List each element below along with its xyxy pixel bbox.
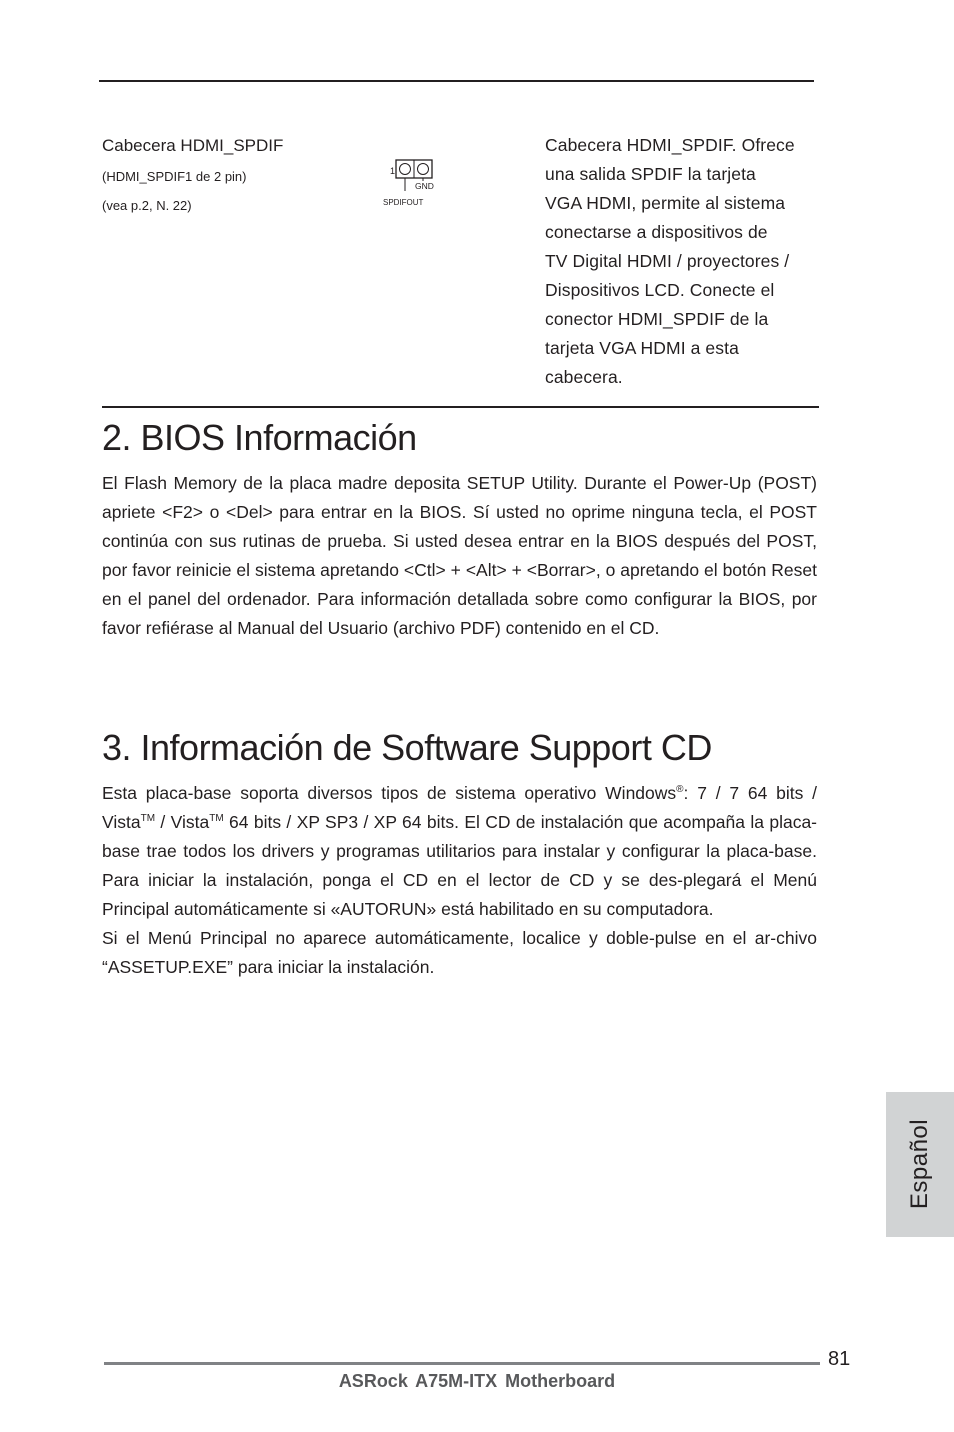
header-label-block	[102, 136, 402, 214]
section-rule	[102, 406, 819, 408]
registered-mark: ®	[676, 784, 684, 795]
section3-text: Esta placa-base soporta diversos tipos de sistema operativo Windows	[102, 783, 677, 803]
pin-1	[400, 164, 411, 175]
description-line: TV Digital HDMI / proyectores /	[545, 251, 790, 271]
description-line: conectarse a dispositivos de	[545, 222, 768, 242]
description-line: una salida SPDIF la tarjeta	[545, 164, 756, 184]
section2-body: El Flash Memory de la placa madre deposita SETUP Utility. Durante el Power-Up (POST) apriete <F2> o <Del> para entrar en la BIOS. Sí usted no oprime ninguna tecla, el POST continúa con sus rutinas de prueba. Si usted desea entrar en la BIOS después del POST, por favor reinicie el sistema apretando <Ctl> + <Alt> + <Borrar>, o apretando el botón Reset en el panel del ordenador. Para información detallada sobre como configurar la BIOS, por favor refiérase al Manual del Usuario (archivo PDF) contenido en el CD.	[102, 473, 817, 638]
spdifout-label: SPDIFOUT	[383, 198, 424, 207]
spdif-header-diagram	[382, 158, 442, 208]
header-page-ref: (vea p.2, N. 22)	[102, 198, 192, 213]
page-number: 81	[828, 1348, 851, 1370]
section3-text: : 7 / 7 64 bits / Vista	[102, 783, 818, 832]
description-line: cabecera.	[545, 367, 623, 387]
header-description	[545, 131, 817, 392]
description-line: conector HDMI_SPDIF de la	[545, 309, 769, 329]
description-line: VGA HDMI, permite al sistema	[545, 193, 786, 213]
pin-2	[418, 164, 429, 175]
language-tab	[886, 1092, 954, 1237]
section2-heading: 2. BIOS Información	[102, 417, 417, 458]
trademark-mark: TM	[209, 813, 224, 824]
header-pin-count: (HDMI_SPDIF1 de 2 pin)	[102, 169, 247, 184]
gnd-label: GND	[415, 181, 434, 191]
section3-text: / Vista	[155, 812, 210, 832]
top-rule	[99, 80, 814, 82]
description-line: tarjeta VGA HDMI a esta	[545, 338, 739, 358]
description-line: Cabecera HDMI_SPDIF. Ofrece	[545, 135, 795, 155]
footer-rule	[104, 1362, 820, 1365]
footer-text: ASRock A75M-ITX Motherboard	[338, 1371, 616, 1391]
section3-text-2: Si el Menú Principal no aparece automáticamente, localice y doble-pulse en el ar-chivo “ASSETUP.EXE” para iniciar la instalación.	[102, 928, 817, 977]
pin-one-label: 1	[390, 166, 396, 176]
description-line: Dispositivos LCD. Conecte el	[545, 280, 775, 300]
section3-text: 64 bits / XP SP3 / XP 64 bits. El CD de instalación que acompaña la placa-base trae todos los drivers y programas utilitarios para instalar y configurar la placa-base. Para iniciar la instalación, ponga el CD en el lector de CD y se des-plegará el Menú Principal automáticamente si «AUTORUN» está habilitado en su computadora.	[102, 812, 818, 919]
section3-body	[102, 779, 817, 982]
header-title: Cabecera HDMI_SPDIF	[102, 136, 284, 155]
trademark-mark: TM	[140, 813, 156, 824]
language-tab-label: Español	[906, 1118, 933, 1210]
section3-heading: 3. Información de Software Support CD	[102, 727, 712, 768]
